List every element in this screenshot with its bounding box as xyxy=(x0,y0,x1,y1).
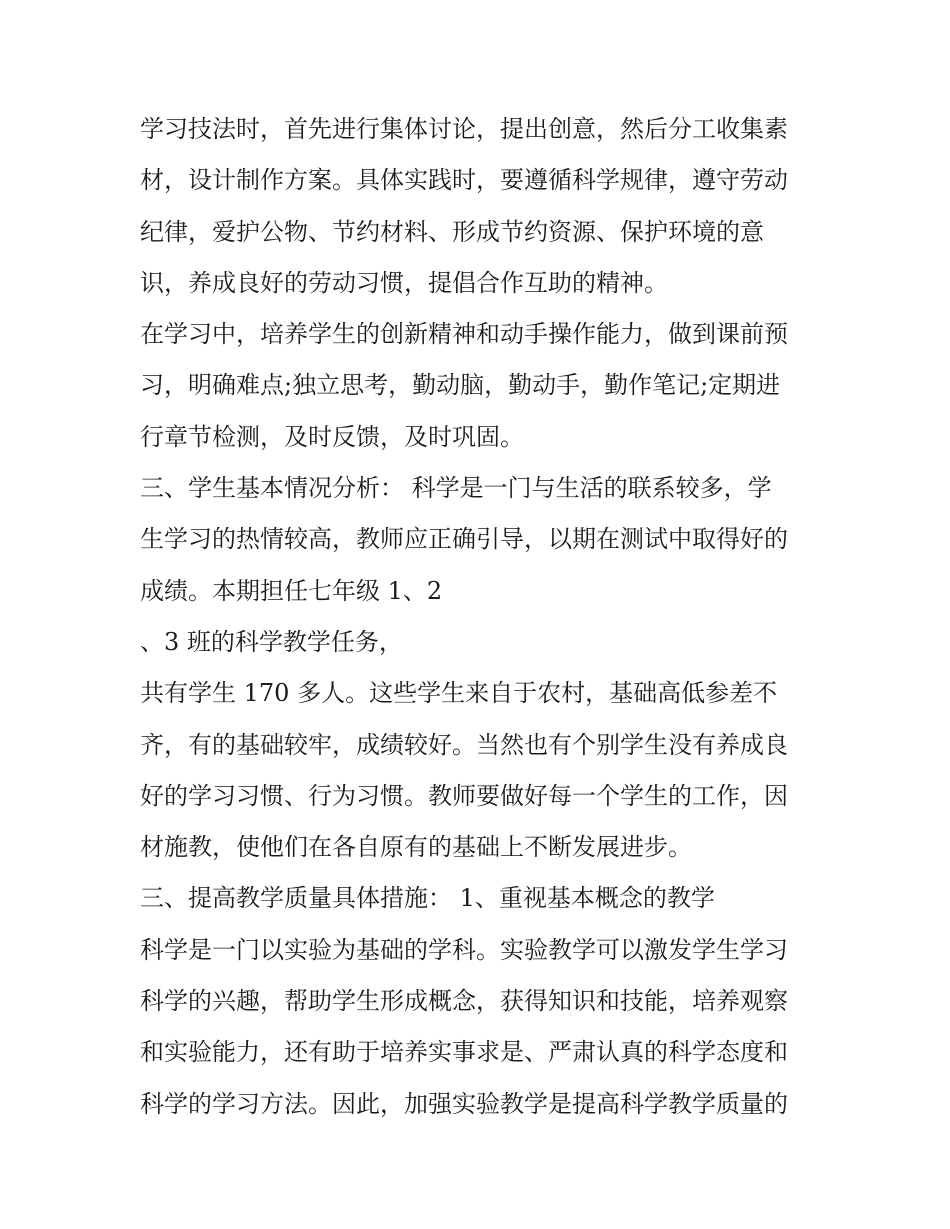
text-line: 齐，有的基础较牢，成绩较好。当然也有个别学生没有养成良 xyxy=(140,730,788,759)
text-line: 在学习中，培养学生的创新精神和动手操作能力，做到课前预 xyxy=(140,320,788,349)
text-line: 成绩。本期担任七年级 1、2 xyxy=(140,576,443,605)
text-line: 和实验能力，还有助于培养实事求是、严肃认真的科学态度和 xyxy=(140,1038,788,1067)
text-line: 共有学生 170 多人。这些学生来自于农村，基础高低参差不 xyxy=(140,679,778,708)
section-heading-line: 三、学生基本情况分析： 科学是一门与生活的联系较多，学 xyxy=(140,474,772,503)
text-line: 生学习的热情较高，教师应正确引导，以期在测试中取得好的 xyxy=(140,525,788,554)
text-line: 、3 班的科学教学任务， xyxy=(140,627,403,656)
text-line: 学习技法时，首先进行集体讨论，提出创意，然后分工收集素 xyxy=(140,115,788,143)
section-heading-line: 三、提高教学质量具体措施： 1、重视基本概念的教学 xyxy=(140,884,715,913)
text-line: 识，养成良好的劳动习惯，提倡合作互助的精神。 xyxy=(140,268,668,297)
text-line: 习，明确难点;独立思考，勤动脑，勤动手，勤作笔记;定期进 xyxy=(140,371,781,400)
text-line: 材施教，使他们在各自原有的基础上不断发展进步。 xyxy=(140,833,692,862)
text-line: 科学是一门以实验为基础的学科。实验教学可以激发学生学习 xyxy=(140,935,788,964)
text-line: 科学的学习方法。因此，加强实验教学是提高科学教学质量的 xyxy=(140,1089,788,1118)
text-line: 好的学习习惯、行为习惯。教师要做好每一个学生的工作，因 xyxy=(140,781,788,810)
text-line: 材，设计制作方案。具体实践时，要遵循科学规律，遵守劳动 xyxy=(140,166,788,195)
text-line: 行章节检测，及时反馈，及时巩固。 xyxy=(140,422,524,451)
document-body xyxy=(140,104,830,1130)
text-line: 科学的兴趣，帮助学生形成概念，获得知识和技能，培养观察 xyxy=(140,987,788,1016)
text-line: 纪律，爱护公物、节约材料、形成节约资源、保护环境的意 xyxy=(140,217,764,246)
